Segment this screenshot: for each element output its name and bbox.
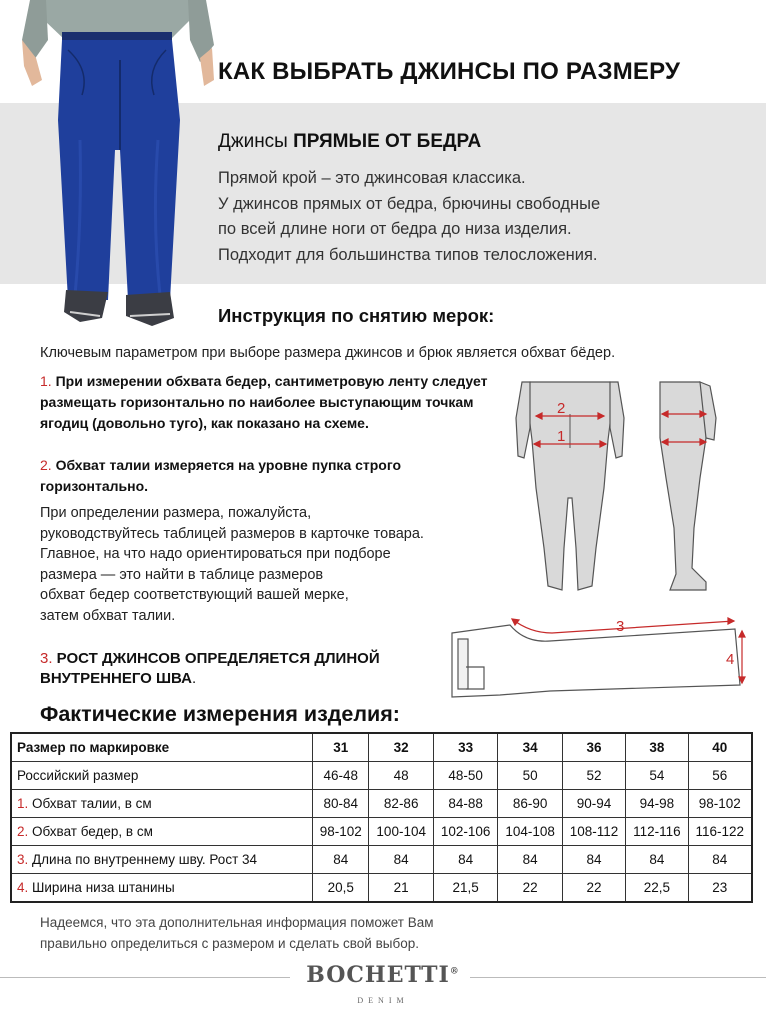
label-3: 3 <box>616 618 625 635</box>
table-cell: 50 <box>498 762 562 790</box>
step-3-text: РОСТ ДЖИНСОВ ОПРЕДЕЛЯЕТСЯ ДЛИНОЙ ВНУТРЕННЕГО ШВА <box>40 650 380 687</box>
label-1: 1 <box>557 428 566 445</box>
body-measurement-diagram <box>500 378 750 598</box>
step-1-number: 1. <box>40 373 52 389</box>
label-2: 2 <box>557 400 566 417</box>
row-label-text: Ширина низа штанины <box>28 880 175 895</box>
advice-line: обхват бедер соответствующий вашей мерке, <box>40 587 349 603</box>
table-cell: 22,5 <box>626 874 688 903</box>
measurements-title: Фактические измерения изделия: <box>40 702 400 726</box>
cut-title-prefix: Джинсы <box>218 131 294 152</box>
model-jeans-illustration <box>20 0 215 345</box>
front-body-figure <box>516 382 624 590</box>
row-label-text: Российский размер <box>17 768 139 783</box>
footer-note-line: Надеемся, что эта дополнительная информация поможет Вам <box>40 915 434 930</box>
table-cell: 100-104 <box>369 818 433 846</box>
key-parameter-text: Ключевым параметром при выборе размера джинсов и брюк является обхват бёдер. <box>40 345 616 361</box>
cut-title-bold: ПРЯМЫЕ ОТ БЕДРА <box>293 131 482 152</box>
row-number: 3. <box>17 852 29 867</box>
step-2 <box>40 455 490 497</box>
table-row <box>11 790 752 818</box>
table-cell: 40 <box>688 733 752 762</box>
table-cell: 90-94 <box>562 790 625 818</box>
step-2-text: Обхват талии измеряется на уровне пупка строго горизонтально. <box>40 457 402 494</box>
table-cell: 102-106 <box>433 818 497 846</box>
table-cell: 20,5 <box>313 874 369 903</box>
table-cell: 84 <box>626 846 688 874</box>
table-cell: 22 <box>562 874 625 903</box>
table-cell: 32 <box>369 733 433 762</box>
footer-note-line: правильно определиться с размером и сделать свой выбор. <box>40 935 419 951</box>
jeans-leg-shape <box>452 625 740 697</box>
divider-line <box>0 977 290 978</box>
brand-logo <box>296 962 470 988</box>
table-cell: 104-108 <box>498 818 562 846</box>
table-cell: 84 <box>313 846 369 874</box>
table-cell: 54 <box>626 762 688 790</box>
table-cell: 48-50 <box>433 762 497 790</box>
table-cell: 84 <box>369 846 433 874</box>
row-label <box>11 790 313 818</box>
table-cell: 23 <box>688 874 752 903</box>
row-label <box>11 733 313 762</box>
cut-description-line: У джинсов прямых от бедра, брючины свободные <box>218 194 601 213</box>
cut-title <box>218 131 481 153</box>
table-cell: 56 <box>688 762 752 790</box>
table-cell: 48 <box>369 762 433 790</box>
footer-note <box>40 913 434 954</box>
table-cell: 21 <box>369 874 433 903</box>
table-cell: 34 <box>498 733 562 762</box>
step-1 <box>40 371 490 434</box>
cut-description-line: по всей длине ноги от бедра до низа изделия. <box>218 220 572 238</box>
table-cell: 84 <box>498 846 562 874</box>
table-cell: 98-102 <box>313 818 369 846</box>
advice-line: При определении размера, пожалуйста, <box>40 505 312 521</box>
instructions-title: Инструкция по снятию мерок: <box>218 305 495 326</box>
step-3-period: . <box>191 670 197 687</box>
row-label <box>11 874 313 903</box>
table-cell: 38 <box>626 733 688 762</box>
table-row <box>11 818 752 846</box>
table-cell: 52 <box>562 762 625 790</box>
jeans-leg-diagram <box>440 605 750 710</box>
table-cell: 31 <box>313 733 369 762</box>
table-cell: 84 <box>433 846 497 874</box>
row-label <box>11 762 313 790</box>
advice-line: руководствуйтесь таблицей размеров в карточке товара. <box>40 525 424 542</box>
row-number: 1. <box>17 796 29 811</box>
row-label-text: Обхват талии, в см <box>28 796 152 811</box>
table-cell: 116-122 <box>688 818 752 846</box>
row-number: 4. <box>17 880 29 895</box>
advice-line: затем обхват талии. <box>40 607 176 624</box>
step-1-text: При измерении обхвата бедер, сантиметровую ленту следует размещать горизонтально по наиболее выступающим точкам ягодиц (довольно туго), как показано на схеме. <box>40 373 488 431</box>
page-title: КАК ВЫБРАТЬ ДЖИНСЫ ПО РАЗМЕРУ <box>218 58 681 85</box>
table-cell: 82-86 <box>369 790 433 818</box>
table-cell: 84-88 <box>433 790 497 818</box>
table-row <box>11 846 752 874</box>
table-row <box>11 733 752 762</box>
registered-mark: ® <box>449 966 460 977</box>
table-cell: 21,5 <box>433 874 497 903</box>
row-label <box>11 818 313 846</box>
table-cell: 84 <box>688 846 752 874</box>
table-cell: 80-84 <box>313 790 369 818</box>
table-row <box>11 762 752 790</box>
row-label-text: Обхват бедер, в см <box>28 824 153 839</box>
table-cell: 98-102 <box>688 790 752 818</box>
table-cell: 84 <box>562 846 625 874</box>
table-cell: 33 <box>433 733 497 762</box>
brand-name: BOCHETTI <box>306 962 450 988</box>
brand-subtitle: DENIM <box>357 996 409 1005</box>
table-cell: 22 <box>498 874 562 903</box>
advice-line: Главное, на что надо ориентироваться при подборе <box>40 546 391 562</box>
row-label-text: Размер по маркировке <box>17 740 170 755</box>
table-cell: 36 <box>562 733 625 762</box>
row-number: 2. <box>17 824 29 839</box>
table-cell: 46-48 <box>313 762 369 790</box>
cut-description-line: Подходит для большинства типов телосложения. <box>218 245 598 264</box>
table-cell: 112-116 <box>626 818 688 846</box>
table-cell: 94-98 <box>626 790 688 818</box>
label-4: 4 <box>726 651 735 668</box>
step-3-number: 3. <box>40 650 53 667</box>
row-label-text: Длина по внутреннему шву. Рост 34 <box>28 852 258 867</box>
table-row <box>11 874 752 903</box>
table-cell: 86-90 <box>498 790 562 818</box>
divider-line <box>470 977 766 978</box>
table-cell: 108-112 <box>562 818 625 846</box>
cut-description-line: Прямой крой – это джинсовая классика. <box>218 169 526 187</box>
step-2-number: 2. <box>40 457 52 473</box>
advice-line: размера — это найти в таблице размеров <box>40 566 324 583</box>
cut-description <box>218 166 600 268</box>
step-3 <box>40 649 420 689</box>
row-label <box>11 846 313 874</box>
size-table <box>10 732 753 903</box>
